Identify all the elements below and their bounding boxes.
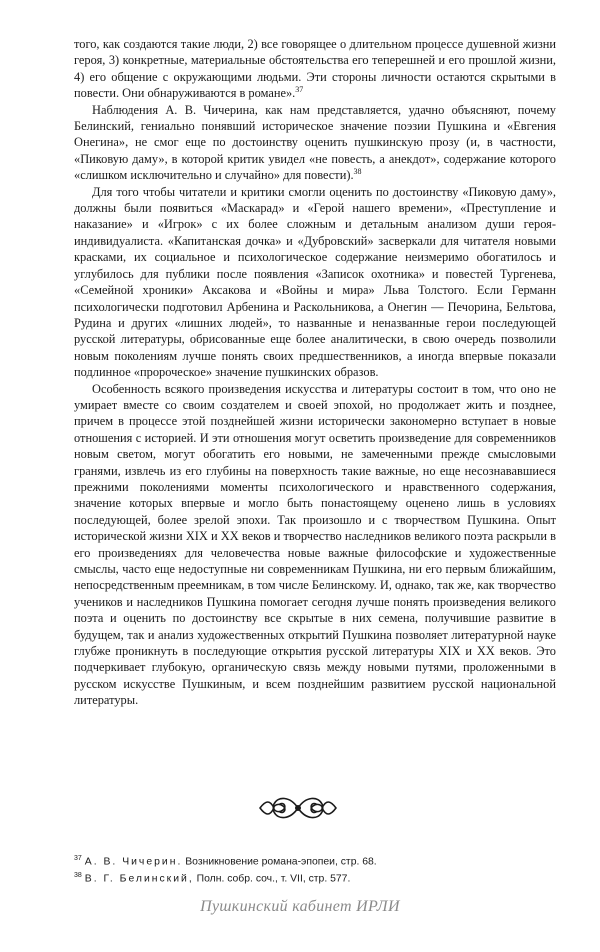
footnote-ref-37: 37 <box>295 85 304 95</box>
footnote-38 <box>74 869 556 886</box>
decorative-flourish-icon <box>256 790 340 826</box>
footnote-37 <box>74 852 556 869</box>
footnote-source: Полн. собр. соч., т. VII, стр. 577. <box>196 873 351 885</box>
footnote-number: 37 <box>74 855 82 862</box>
footnotes <box>74 852 556 887</box>
paragraph-1-text: того, как создаются такие люди, 2) все говорящее о длительном процессе душевной жизни героя, 3) конкретные, материальные обстоятельства его теперешней и его прошлой жизни, 4) его общение с окружающими людьми. Эти стороны личности остаются скрытыми в повести. Они обнаруживаются в романе». <box>74 37 556 101</box>
paragraph-2 <box>74 102 556 184</box>
footnote-number: 38 <box>74 872 82 880</box>
footnote-author: А. В. Чичерин. <box>84 856 183 868</box>
main-text <box>74 36 556 709</box>
footnote-ref-38: 38 <box>353 167 362 177</box>
paragraph-1 <box>74 36 556 102</box>
footnote-author: В. Г. Белинский, <box>84 873 194 885</box>
footnote-source: Возникновение романа-эпопеи, стр. 68. <box>185 856 377 868</box>
paragraph-2-text: Наблюдения А. В. Чичерина, как нам представляется, удачно объясняют, почему Белинский, гениально понявший историческое значение поэзии Пушкина и «Евгения Онегина», не смог еще по достоинству оценить пушкинскую прозу (и, в частности, «Пиковую даму», в которой критик увидел «не повесть, а анекдот», содержание которого «слишком исключительно и случайно» для повести). <box>74 102 556 183</box>
paragraph-4: Особенность всякого произведения искусства и литературы состоит в том, что оно не умирает вместе со своим создателем и своей эпохой, но продолжает жить и позднее, причем в процессе этой позднейшей жизни исторически закономерно вступает в новые отношения с историей. И эти отношения могут осветить произведение для современников новым светом, могут обогатить его новыми, не замеченными прежде смысловыми гранями, извлечь из его глубины на поверхность такие важные, но еще несознававшиеся прежними поколениями моменты психологического и нравственного содержания, значение которых впервые и могло быть понастоящему оценено лишь в условиях последующей, более зрелой эпохи. Так произошло и с творчеством Пушкина. Опыт исторической жизни XIX и XX веков и творчество наследников великого поэта раскрыли в его произведениях для человечества новые важные философские и художественные смыслы, часто еще недоступные ни современникам Пушкина, ни его первым ближайшим, непосредственным преемникам, в том числе Белинскому. И, однако, так же, как творчество учеников и наследников Пушкина помогает сегодня лучше понять произведения великого поэта и оценить по достоинству все скрытые в них семена, получившие развитие в будущем, так и анализ художественных открытий Пушкина позволяет литературной науке глубже проникнуть в последующие открытия русской литературы XIX и XX веков. Это подчеркивает глубокую, органическую связь между новыми путями, проложенными в русском искусстве Пушкиным, и всем позднейшим развитием русской национальной литературы. <box>74 381 556 708</box>
paragraph-3: Для того чтобы читатели и критики смогли оценить по достоинству «Пиковую даму», должны были появиться «Маскарад» и «Герой нашего времени», «Преступление и наказание» и «Игрок» с их более сложным и детальным анализом души героя-индивидуалиста. «Капитанская дочка» и «Дубровский» засверкали для читателя новыми красками, их социальное и психологическое содержание неизмеримо обогатилось и углубилось для публики после появления «Записок охотника» и повестей Тургенева, «Семейной хроники» Аксакова и «Войны и мира» Льва Толстого. Если Германн психологически подготовил Арбенина и Раскольникова, а Онегин — Печорина, Бельтова, Рудина и других «лишних людей», то названные и неназванные герои последующей русской литературы, обрисованные еще более аналитически, в свою очередь позволили новым поколениям лучше понять своих предшественников, а иногда впервые показали подлинное «пророческое» значение пушкинских образов. <box>74 184 556 380</box>
watermark: Пушкинский кабинет ИРЛИ <box>200 898 400 915</box>
